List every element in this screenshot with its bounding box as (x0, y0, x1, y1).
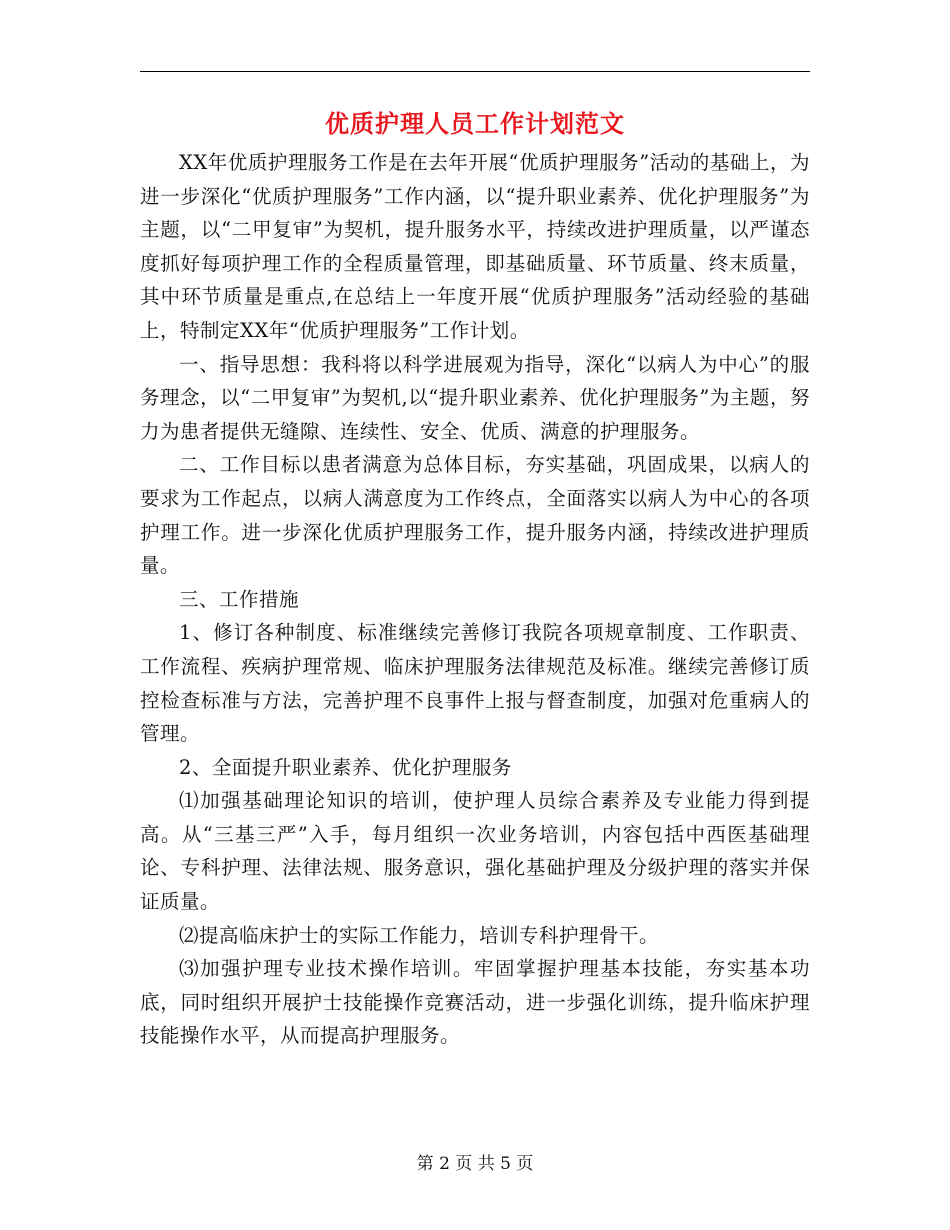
page-footer: 第 2 页 共 5 页 (416, 1154, 534, 1174)
measure-1-paragraph: 1、修订各种制度、标准继续完善修订我院各项规章制度、工作职责、工作流程、疾病护理常规、临床护理服务法律规范及标准。继续完善修订质控检查标准与方法，完善护理不良事件上报与督查制度，加强对危重病人的管理。 (140, 621, 810, 746)
measure-2-item-3: ⑶加强护理专业技术操作培训。牢固掌握护理基本技能，夯实基本功底，同时组织开展护士技能操作竞赛活动，进一步强化训练，提升临床护理技能操作水平，从而提高护理服务。 (140, 957, 810, 1048)
guiding-thought-paragraph: 一、指导思想：我科将以科学进展观为指导，深化“以病人为中心”的服务理念，以“二甲复审”为契机,以“提升职业素养、优化护理服务”为主题，努力为患者提供无缝隙、连续性、安全、优质、满意的护理服务。 (140, 352, 810, 443)
intro-paragraph: XX年优质护理服务工作是在去年开展“优质护理服务”活动的基础上，为进一步深化“优质护理服务”工作内涵，以“提升职业素养、优化护理服务”为主题，以“二甲复审”为契机，提升服务水平，持续改进护理质量，以严谨态度抓好每项护理工作的全程质量管理，即基础质量、环节质量、终末质量，其中环节质量是重点,在总结上一年度开展“优质护理服务”活动经验的基础上，特制定XX年“优质护理服务”工作计划。 (140, 151, 810, 342)
measure-2-item-2: ⑵提高临床护士的实际工作能力，培训专科护理骨干。 (179, 923, 660, 947)
header-rule (140, 71, 810, 72)
document-body (140, 146, 810, 1053)
document-title: 优质护理人员工作计划范文 (325, 109, 625, 138)
measure-2-item-1: ⑴加强基础理论知识的培训，使护理人员综合素养及专业能力得到提高。从“三基三严”入手，每月组织一次业务培训，内容包括中西医基础理论、专科护理、法律法规、服务意识，强化基础护理及分级护理的落实并保证质量。 (140, 789, 810, 914)
work-goal-paragraph: 二、工作目标以患者满意为总体目标，夯实基础，巩固成果，以病人的要求为工作起点，以病人满意度为工作终点，全面落实以病人为中心的各项护理工作。进一步深化优质护理服务工作，提升服务内涵，持续改进护理质量。 (140, 453, 810, 578)
measure-2-heading: 2、全面提升职业素养、优化护理服务 (179, 755, 512, 779)
work-measures-heading: 三、工作措施 (179, 587, 300, 611)
